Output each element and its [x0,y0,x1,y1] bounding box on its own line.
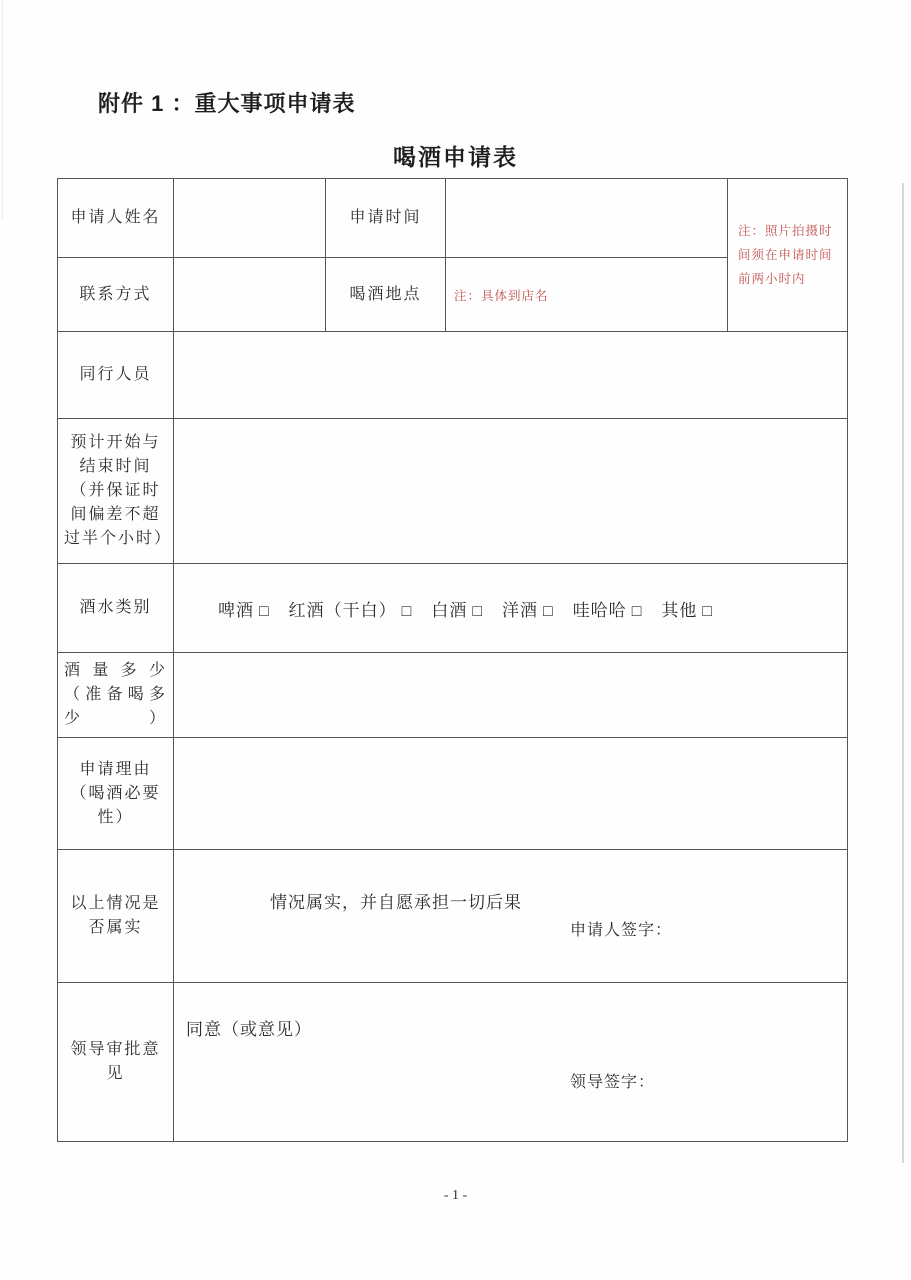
place-label: 喝酒地点 [326,258,446,332]
drinking-application-table [57,178,848,1142]
approval-cell [174,983,848,1142]
drink-type-label: 酒水类别 [58,564,174,653]
drink-option-label: 哇哈哈 [572,600,627,620]
contact-label: 联系方式 [58,258,174,332]
drink-option [661,601,713,620]
drink-options [174,564,848,653]
apply-time-label: 申请时间 [326,179,446,258]
time-range-label: 预计开始与结束时间（并保证时间偏差不超过半个小时） [58,419,174,564]
applicant-name-value-cell [174,179,326,258]
applicant-signature-label: 申请人签字： [570,922,673,939]
checkbox-icon: □ [702,602,714,620]
approval-label: 领导审批意见 [58,983,174,1142]
page-number: - 1 - [443,1188,468,1203]
drink-option [218,601,270,620]
drink-option [289,601,413,620]
checkbox-icon: □ [543,602,554,620]
checkbox-icon: □ [631,602,643,620]
drink-option-label: 啤酒 [218,600,254,620]
reason-label: 申请理由（喝酒必要性） [58,738,174,850]
truth-statement: 情况属实，并自愿承担一切后果 [270,893,522,912]
drink-option-label: 白酒 [431,600,468,620]
amount-label: 酒量多少（准备喝多少） [58,653,174,738]
contact-value-cell [174,258,326,332]
apply-time-value-cell [446,179,728,258]
applicant-name-label: 申请人姓名 [58,179,174,258]
attachment-header: 附件 1 ：重大事项申请表 [98,91,356,116]
truth-cell [174,850,848,983]
scan-artifact-left-edge [2,0,3,220]
form-title: 喝酒申请表 [393,144,518,170]
drink-option [431,601,483,620]
companions-label: 同行人员 [58,332,174,419]
leader-signature-label: 领导签字： [570,1074,656,1091]
approval-text: 同意（或意见） [186,1020,312,1039]
checkbox-icon: □ [472,602,484,620]
drink-option-label: 红酒（干白） [288,600,397,620]
drink-option-label: 其他 [661,600,698,620]
place-note: 注：具体到店名 [446,258,728,332]
amount-value-cell [174,653,848,738]
companions-value-cell [174,332,848,419]
reason-value-cell [174,738,848,850]
scan-artifact-right-edge [902,183,904,1163]
checkbox-icon: □ [401,602,413,620]
drink-option [502,601,554,620]
drink-option [573,601,643,620]
time-range-value-cell [174,419,848,564]
checkbox-icon: □ [259,602,270,620]
truth-label: 以上情况是否属实 [58,850,174,983]
photo-note: 注：照片拍摄时间须在申请时间前两小时内 [728,179,848,332]
drink-option-label: 洋酒 [502,600,539,620]
